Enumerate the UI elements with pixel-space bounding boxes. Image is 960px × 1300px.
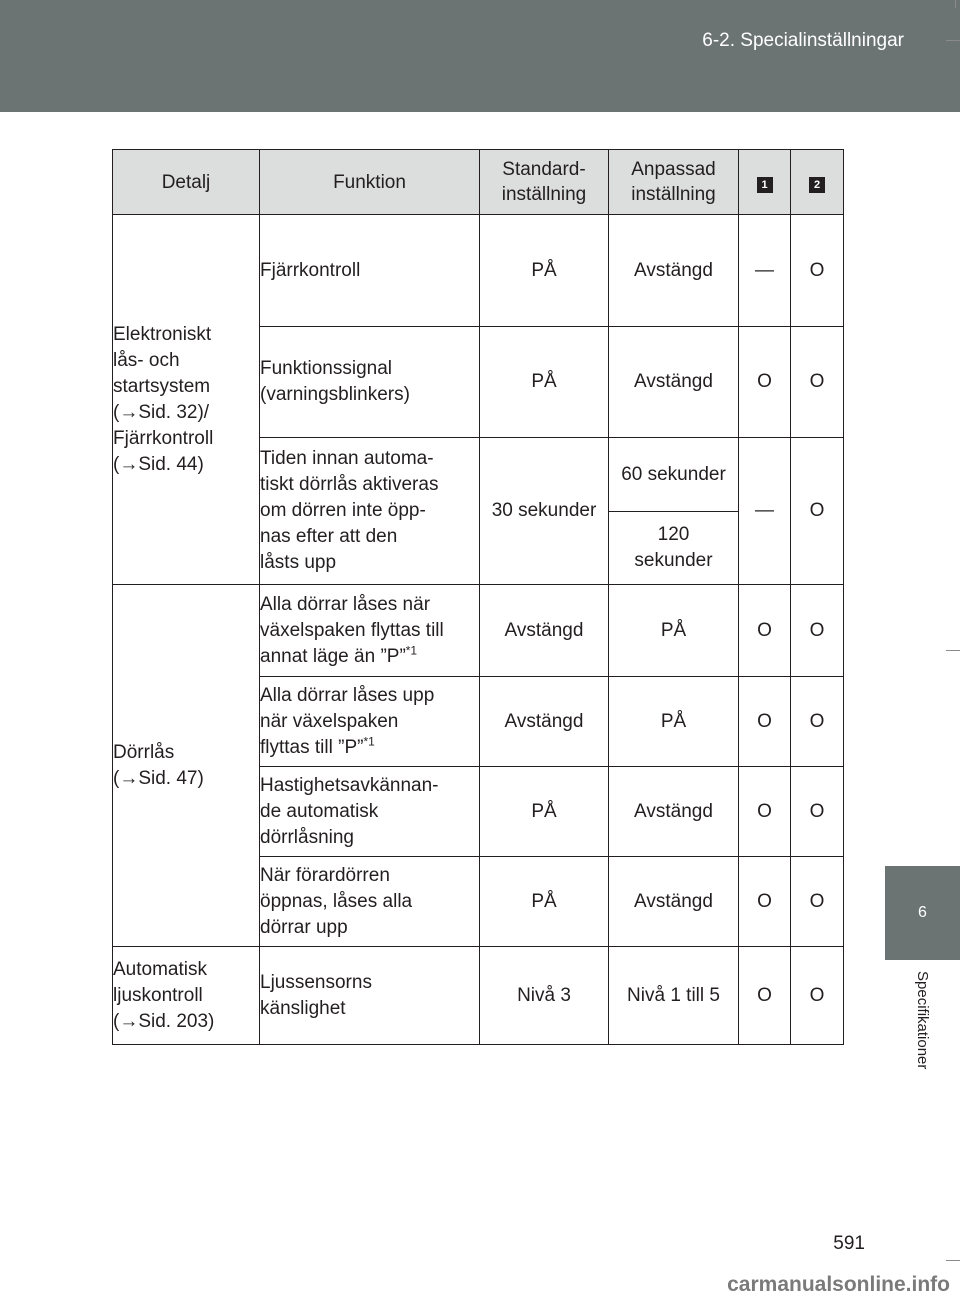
detail-line: Dörrlås [113, 741, 175, 763]
header-custom-line2: inställning [631, 184, 716, 205]
header-custom [609, 150, 739, 215]
function-cell [260, 438, 480, 585]
function-cell [260, 215, 480, 327]
detail-line: (→Sid. 203) [113, 1010, 215, 1032]
custom-cell: Nivå 1 till 5 [609, 947, 739, 1045]
function-cell [260, 327, 480, 438]
table-row [113, 585, 844, 677]
table-row [113, 215, 844, 327]
header-detail: Detalj [113, 150, 260, 215]
function-line: dörrlåsning [260, 826, 354, 848]
col2-cell: O [791, 215, 844, 327]
standard-cell: PÅ [480, 767, 609, 857]
detail-line: lås- och [113, 349, 180, 371]
function-line: tiskt dörrlås aktiveras [260, 474, 439, 495]
detail-cell [113, 585, 260, 947]
col1-cell: — [739, 438, 791, 585]
function-line: Alla dörrar låses upp [260, 684, 435, 706]
col2-cell: O [791, 767, 844, 857]
custom-cell: 60 sekunder [609, 438, 739, 512]
col2-cell: O [791, 947, 844, 1045]
header-col1 [739, 150, 791, 215]
col2-cell: O [791, 857, 844, 947]
detail-line: startsystem [113, 375, 211, 397]
detail-line: (→Sid. 44) [113, 453, 204, 475]
function-line: de automatisk [260, 800, 379, 822]
detail-line: Fjärrkontroll [113, 427, 214, 449]
crop-mark [946, 650, 960, 651]
col2-cell: O [791, 327, 844, 438]
crop-mark [946, 1260, 960, 1261]
header-custom-line1: Anpassad [631, 159, 716, 180]
crop-mark [946, 40, 960, 41]
table-row [113, 947, 844, 1045]
custom-alt-line: 120 [657, 524, 690, 545]
function-line: känslighet [260, 997, 346, 1019]
detail-line: ljuskontroll [113, 984, 203, 1006]
function-line: när växelspaken [260, 710, 399, 732]
badge-1-icon: 1 [757, 177, 773, 193]
header-standard-line1: Standard- [502, 159, 586, 180]
function-line: Hastighetsavkännan- [260, 774, 439, 796]
function-line: Alla dörrar låses när [260, 593, 431, 615]
chapter-tab-label-text: Specifikationer [914, 971, 931, 1070]
standard-cell: 30 sekunder [480, 438, 609, 585]
custom-cell: Avstängd [609, 327, 739, 438]
chapter-tab-label [885, 960, 960, 1150]
detail-line: Automatisk [113, 958, 207, 980]
detail-line: (→Sid. 32)/ [113, 401, 210, 423]
custom-alt-line: sekunder [634, 550, 713, 571]
function-cell [260, 677, 480, 767]
section-title: 6-2. Specialinställningar [702, 30, 904, 51]
function-line: Fjärrkontroll [260, 259, 361, 281]
col2-cell: O [791, 585, 844, 677]
function-line: När förardörren [260, 864, 390, 886]
function-line: flyttas till ”P” [260, 736, 364, 758]
custom-cell: PÅ [609, 677, 739, 767]
custom-cell: PÅ [609, 585, 739, 677]
function-line: Funktionssignal [260, 358, 393, 379]
function-line: Ljussensorns [260, 971, 372, 993]
function-line: växelspaken flyttas till [260, 619, 444, 641]
custom-alt-cell [609, 512, 739, 585]
detail-line: Elektroniskt [113, 323, 212, 345]
function-line: låsts upp [260, 552, 337, 573]
header-band [0, 0, 960, 112]
page-number: 591 [833, 1233, 865, 1254]
header-function: Funktion [260, 150, 480, 215]
header-col2 [791, 150, 844, 215]
col1-cell: — [739, 215, 791, 327]
function-line: Tiden innan automa- [260, 448, 434, 469]
function-line: om dörren inte öpp- [260, 500, 426, 521]
function-cell [260, 857, 480, 947]
footnote-marker: *1 [363, 734, 375, 749]
standard-cell: Avstängd [480, 585, 609, 677]
function-cell [260, 947, 480, 1045]
function-line: dörrar upp [260, 916, 348, 938]
function-line: öppnas, låses alla [260, 890, 413, 912]
function-line: annat läge än ”P” [260, 645, 406, 667]
standard-cell: PÅ [480, 857, 609, 947]
detail-cell [113, 947, 260, 1045]
detail-cell [113, 215, 260, 585]
col1-cell: O [739, 857, 791, 947]
col1-cell: O [739, 327, 791, 438]
crop-mark [955, 0, 956, 8]
settings-table [112, 149, 844, 1045]
custom-cell: Avstängd [609, 767, 739, 857]
standard-cell: PÅ [480, 215, 609, 327]
function-line: nas efter att den [260, 526, 398, 547]
col1-cell: O [739, 767, 791, 857]
header-standard [480, 150, 609, 215]
function-line: (varningsblinkers) [260, 384, 410, 405]
standard-cell: Avstängd [480, 677, 609, 767]
detail-line: (→Sid. 47) [113, 767, 204, 789]
function-cell [260, 767, 480, 857]
col2-cell: O [791, 677, 844, 767]
footer-watermark: carmanualsonline.info [727, 1273, 950, 1296]
col1-cell: O [739, 585, 791, 677]
custom-cell: Avstängd [609, 215, 739, 327]
standard-cell: PÅ [480, 327, 609, 438]
table-header-row [113, 150, 844, 215]
custom-cell: Avstängd [609, 857, 739, 947]
chapter-tab-number: 6 [885, 866, 960, 960]
footnote-marker: *1 [405, 643, 418, 658]
header-standard-line2: inställning [501, 184, 587, 205]
function-cell [260, 585, 480, 677]
badge-2-icon: 2 [809, 177, 825, 193]
col1-cell: O [739, 677, 791, 767]
standard-cell: Nivå 3 [480, 947, 609, 1045]
col1-cell: O [739, 947, 791, 1045]
col2-cell: O [791, 438, 844, 585]
